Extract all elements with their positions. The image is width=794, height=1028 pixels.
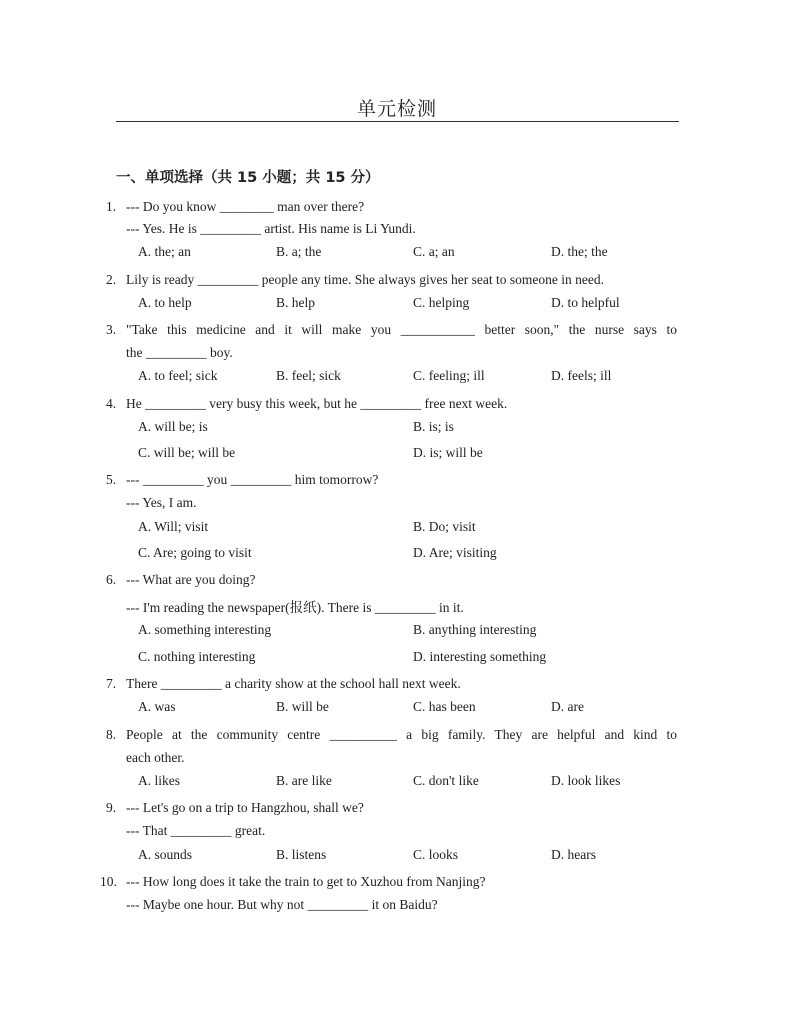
option-b: B. are like — [276, 773, 332, 788]
option-a: A. sounds — [138, 847, 193, 862]
question-number: 8. — [106, 727, 117, 742]
option-b: B. Do; visit — [413, 519, 476, 534]
question-stem: --- Maybe one hour. But why not _________ it on Baidu? — [126, 897, 438, 912]
option-c: C. has been — [413, 699, 476, 714]
option-c: C. Are; going to visit — [138, 545, 252, 560]
option-a: A. was — [138, 699, 176, 714]
option-d: D. interesting something — [413, 649, 547, 664]
question-stem: --- _________ you _________ him tomorrow? — [126, 472, 379, 487]
option-b: B. anything interesting — [413, 622, 537, 637]
question-stem: "Take this medicine and it will make you ___________ better soon," the nurse says to — [126, 322, 677, 337]
question-stem: There _________ a charity show at the school hall next week. — [126, 676, 461, 691]
question-number: 3. — [106, 322, 117, 337]
option-c: C. nothing interesting — [138, 649, 256, 664]
question-stem: --- Yes, I am. — [126, 495, 197, 510]
option-d: D. hears — [551, 847, 596, 862]
option-c: C. feeling; ill — [413, 368, 485, 383]
question-stem: --- What are you doing? — [126, 572, 256, 587]
question-number: 4. — [106, 396, 117, 411]
question-stem: --- Do you know ________ man over there? — [126, 199, 365, 214]
option-a: A. will be; is — [138, 419, 208, 434]
option-a: A. something interesting — [138, 622, 272, 637]
option-b: B. help — [276, 295, 315, 310]
option-c: C. looks — [413, 847, 459, 862]
option-d: D. are — [551, 699, 584, 714]
question-stem: People at the community centre __________ a big family. They are helpful and kind to — [126, 727, 677, 742]
section-heading: 一、单项选择（共 15 小题；共 15 分） — [116, 170, 380, 186]
option-a: A. to help — [138, 295, 192, 310]
question-number: 9. — [106, 800, 117, 815]
option-b: B. is; is — [413, 419, 454, 434]
option-c: C. don't like — [413, 773, 479, 788]
question-number: 2. — [106, 272, 117, 287]
option-a: A. Will; visit — [138, 519, 209, 534]
option-a: A. the; an — [138, 244, 191, 259]
question-stem: --- Let's go on a trip to Hangzhou, shall we? — [126, 800, 364, 815]
option-d: D. look likes — [551, 773, 621, 788]
question-stem: the _________ boy. — [126, 345, 233, 360]
option-b: B. listens — [276, 847, 327, 862]
option-c: C. helping — [413, 295, 470, 310]
option-a: A. likes — [138, 773, 180, 788]
option-a: A. to feel; sick — [138, 368, 218, 383]
page-title: 单元检测 — [356, 98, 437, 120]
option-d: D. Are; visiting — [413, 545, 497, 560]
question-number: 10. — [100, 874, 117, 889]
option-b: B. will be — [276, 699, 329, 714]
option-b: B. feel; sick — [276, 368, 341, 383]
question-number: 1. — [106, 199, 117, 214]
question-stem: --- Yes. He is _________ artist. His name is Li Yundi. — [126, 221, 416, 236]
question-number: 7. — [106, 676, 117, 691]
question-number: 6. — [106, 572, 117, 587]
option-d: D. is; will be — [413, 445, 483, 460]
question-stem: --- I'm reading the newspaper(报纸). There is _________ in it. — [126, 600, 464, 615]
question-number: 5. — [106, 472, 117, 487]
question-stem: each other. — [126, 750, 185, 765]
option-d: D. to helpful — [551, 295, 620, 310]
title-underline — [116, 121, 679, 122]
question-stem: Lily is ready _________ people any time. She always gives her seat to someone in need. — [126, 272, 605, 287]
question-stem: He _________ very busy this week, but he _________ free next week. — [126, 396, 508, 411]
option-d: D. feels; ill — [551, 368, 612, 383]
option-c: C. will be; will be — [138, 445, 236, 460]
question-stem: --- How long does it take the train to get to Xuzhou from Nanjing? — [126, 874, 486, 889]
option-d: D. the; the — [551, 244, 608, 259]
question-stem: --- That _________ great. — [126, 823, 266, 838]
option-b: B. a; the — [276, 244, 322, 259]
option-c: C. a; an — [413, 244, 455, 259]
